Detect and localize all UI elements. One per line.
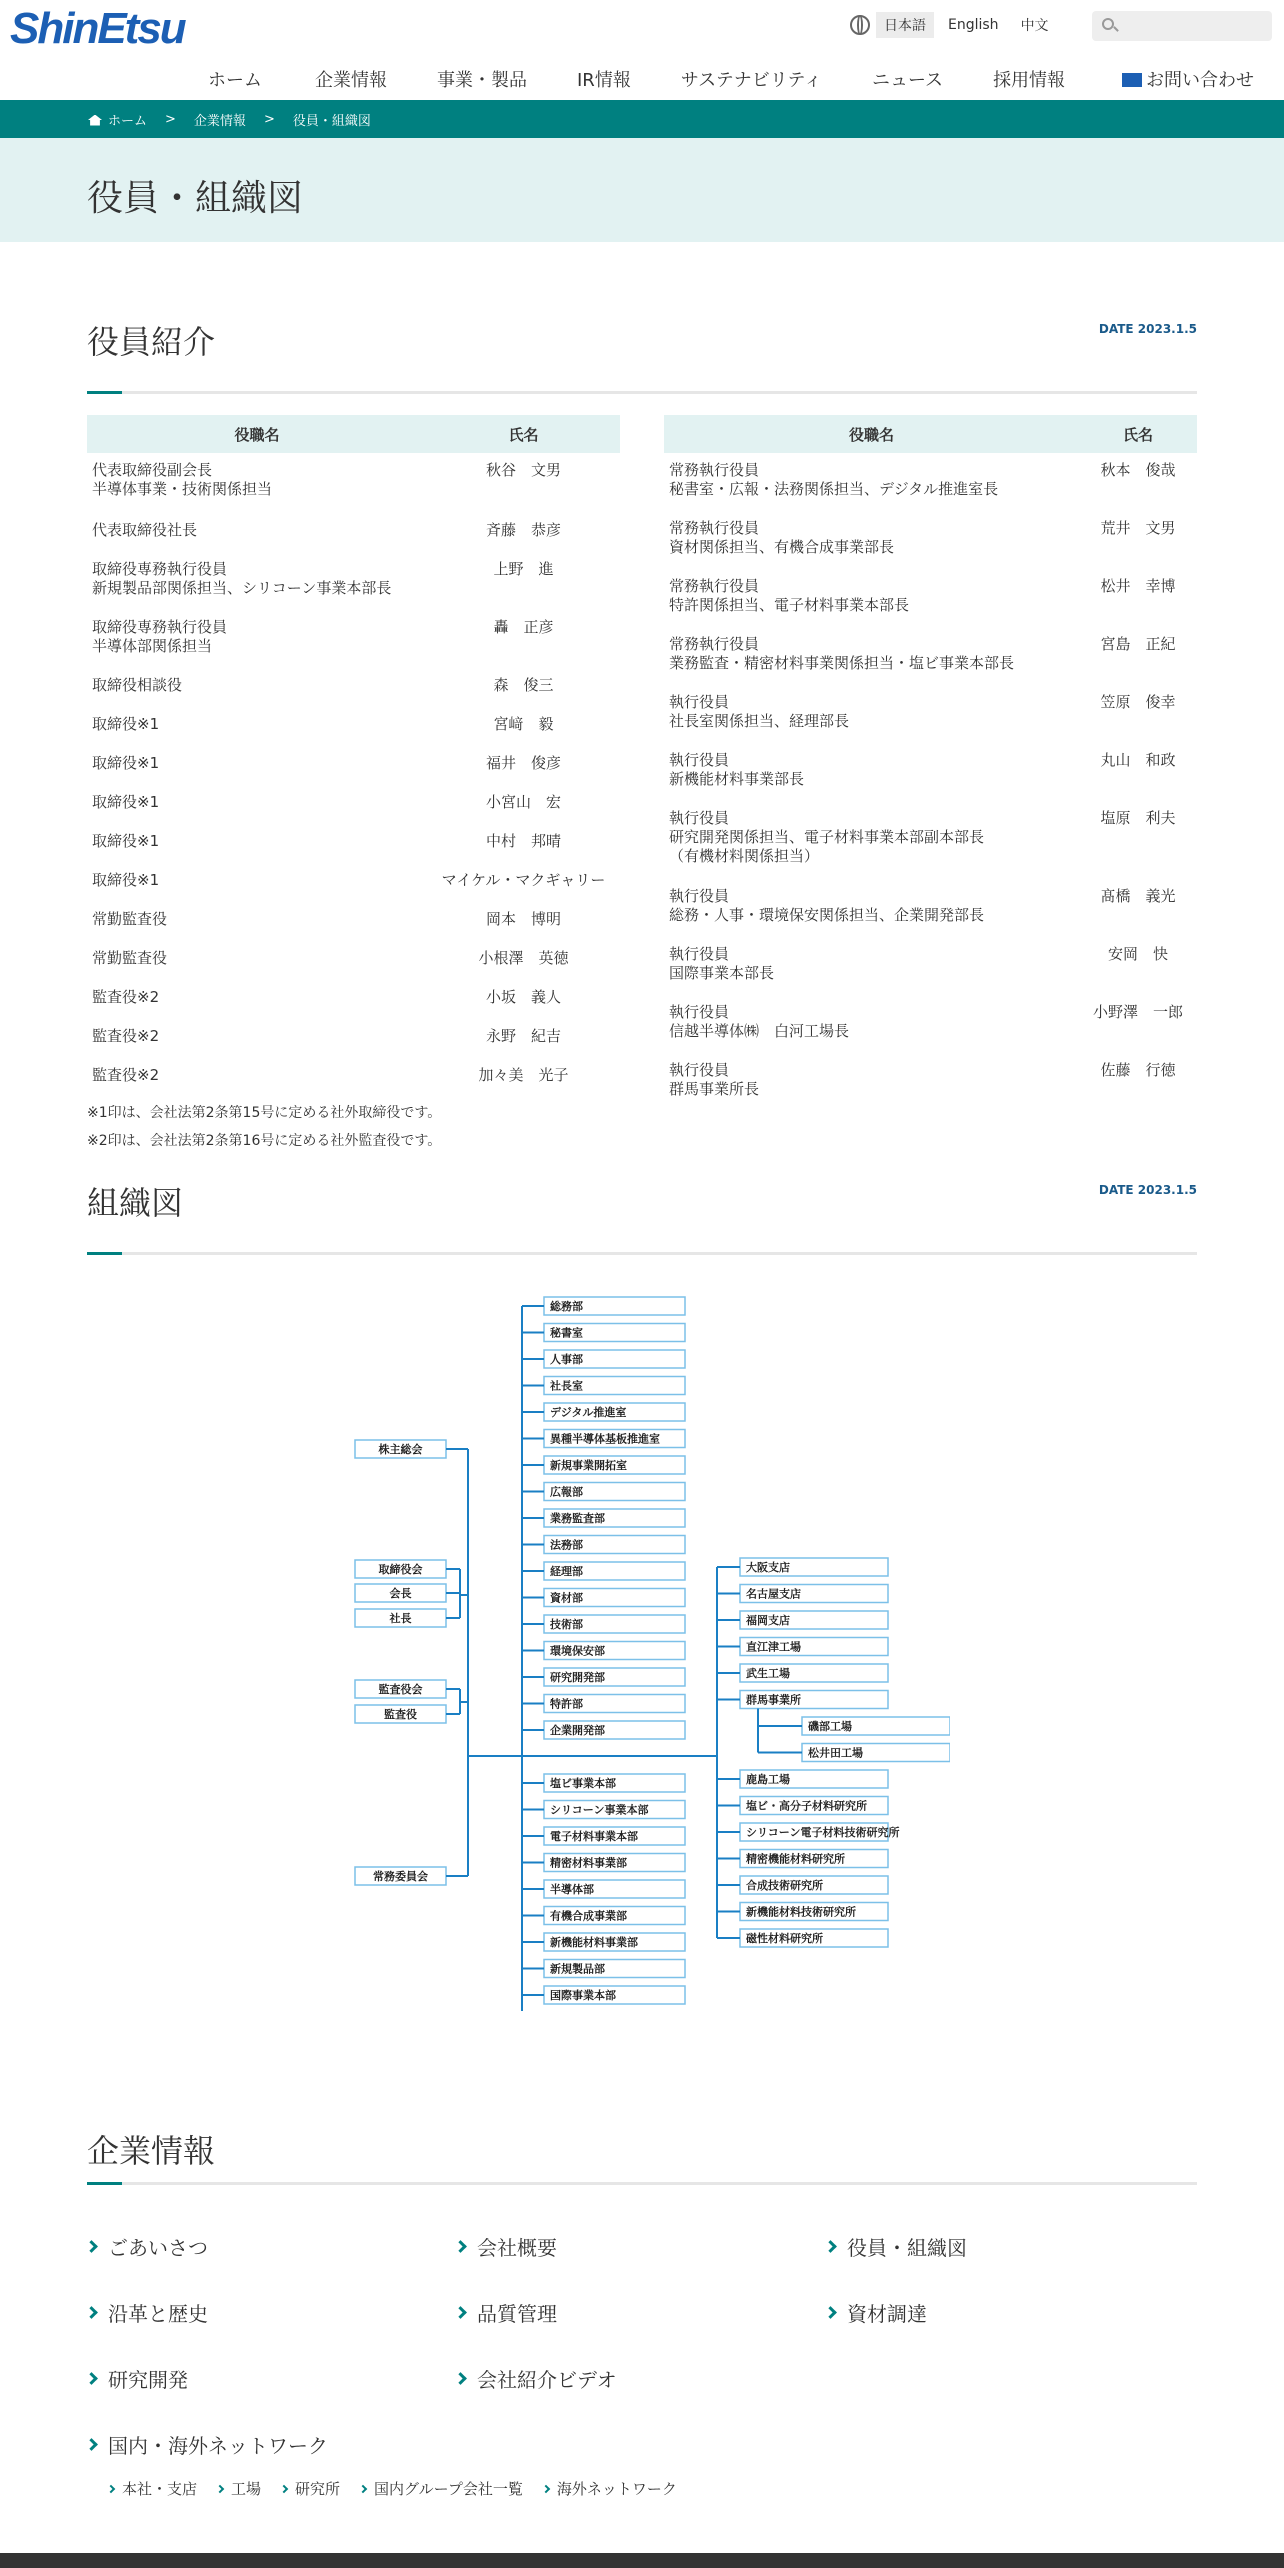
network-sublinks — [108, 2478, 697, 2499]
org-box-label: 福岡支店 — [746, 1614, 790, 1627]
company-logo[interactable]: ShinEtsu — [10, 4, 185, 53]
officer-name: 轟 正彦 — [493, 618, 554, 636]
role-line: 特許関係担当、電子材料事業本部長 — [669, 596, 910, 614]
officer-name: マイケル・マクギャリー — [441, 871, 606, 889]
officer-role — [664, 743, 1079, 801]
org-box-label: 研究開発部 — [550, 1671, 605, 1684]
officer-name: 斉藤 恭彦 — [485, 521, 561, 539]
officer-row — [664, 1053, 1197, 1111]
org-heading: 組織図 — [87, 1184, 184, 1222]
org-box — [544, 1509, 685, 1527]
breadcrumb-separator: > — [165, 111, 176, 127]
org-box — [544, 1695, 685, 1713]
officer-name: 森 俊三 — [493, 676, 554, 694]
org-box — [355, 1560, 446, 1578]
sublink[interactable]: 海外ネットワーク — [543, 2478, 677, 2499]
officer-role — [87, 552, 427, 610]
officer-name: 塩原 利夫 — [1100, 809, 1176, 827]
sublink[interactable]: 国内グループ会社一覧 — [360, 2478, 523, 2499]
role-line: 執行役員 — [669, 809, 730, 827]
org-box-label: 国際事業本部 — [550, 1989, 616, 2002]
org-box — [544, 1403, 685, 1421]
officers-table-left — [87, 415, 620, 1097]
org-box-label: 精密材料事業部 — [550, 1856, 627, 1870]
org-box-label: 社長 — [389, 1612, 412, 1625]
officer-row — [87, 610, 620, 668]
role-line: 取締役※1 — [92, 832, 160, 850]
officer-row — [664, 995, 1197, 1053]
org-box-label: 常務委員会 — [373, 1870, 428, 1883]
officer-role — [664, 453, 1079, 511]
org-box — [544, 1350, 685, 1368]
corp-link[interactable] — [87, 2430, 328, 2459]
org-box — [544, 1615, 685, 1633]
org-box-label: 技術部 — [550, 1618, 583, 1631]
sublink[interactable]: 本社・支店 — [108, 2478, 197, 2499]
role-line: 国際事業本部長 — [669, 964, 775, 982]
role-line: 社長室関係担当、経理部長 — [669, 712, 850, 730]
note-2: ※2印は、会社法第2条第16号に定める社外監査役です。 — [87, 1133, 442, 1149]
corp-link[interactable] — [456, 2298, 557, 2327]
chevron-right-icon — [85, 2240, 98, 2253]
officers-table-right — [664, 415, 1197, 1111]
nav-news[interactable]: ニュース — [871, 70, 944, 91]
org-box-label: 監査役会 — [378, 1683, 423, 1696]
officer-row — [87, 1019, 620, 1058]
col-role: 役職名 — [87, 415, 427, 453]
officer-row — [87, 941, 620, 980]
role-line: 執行役員 — [669, 693, 730, 711]
officer-row — [664, 801, 1197, 879]
role-line: 取締役※1 — [92, 871, 160, 889]
globe-icon — [850, 15, 870, 35]
role-line: 取締役※1 — [92, 793, 160, 811]
officer-role — [87, 610, 427, 668]
sublink[interactable]: 工場 — [217, 2478, 261, 2499]
org-box — [544, 1907, 685, 1925]
org-box-label: 電子材料事業本部 — [550, 1830, 638, 1843]
org-box — [740, 1929, 888, 1947]
org-box — [740, 1850, 888, 1868]
officer-name: 加々美 光子 — [478, 1066, 569, 1084]
org-box-label: 株主総会 — [378, 1443, 423, 1456]
page-title: 役員・組織図 — [87, 178, 304, 219]
officer-name: 丸山 和政 — [1100, 751, 1176, 769]
officer-role — [87, 513, 427, 552]
role-line: 群馬事業所長 — [669, 1080, 760, 1098]
org-box — [355, 1705, 446, 1723]
officer-row — [664, 569, 1197, 627]
officer-name: 小坂 義人 — [485, 988, 561, 1006]
org-box — [544, 1933, 685, 1951]
note-1: ※1印は、会社法第2条第15号に定める社外取締役です。 — [87, 1105, 442, 1121]
nav-contact[interactable] — [1122, 66, 1254, 92]
org-box-label: 人事部 — [550, 1353, 583, 1366]
corp-link-label: 役員・組織図 — [847, 2236, 967, 2260]
page-title-bar — [0, 138, 1284, 242]
org-box-label: デジタル推進室 — [550, 1406, 627, 1419]
org-box-label: 新機能材料事業部 — [550, 1936, 638, 1949]
corp-link-label: 国内・海外ネットワーク — [108, 2434, 328, 2458]
officer-role — [87, 1058, 427, 1097]
officer-name: 安岡 快 — [1107, 945, 1168, 963]
officer-row — [87, 863, 620, 902]
officer-role — [664, 1053, 1079, 1111]
role-line: 執行役員 — [669, 751, 730, 769]
org-box — [740, 1664, 888, 1682]
officer-name: 小宮山 宏 — [485, 793, 561, 811]
search-icon — [1102, 18, 1114, 30]
org-box-label: シリコーン電子材料技術研究所 — [746, 1826, 900, 1839]
officer-role — [87, 707, 427, 746]
officer-name: 福井 俊彦 — [485, 754, 561, 772]
officer-row — [664, 453, 1197, 511]
org-box-label: 武生工場 — [746, 1667, 790, 1680]
officer-role — [87, 1019, 427, 1058]
org-box-label: 精密機能材料研究所 — [746, 1852, 845, 1866]
org-box — [544, 1589, 685, 1607]
mail-icon — [1122, 73, 1142, 87]
footer — [0, 2553, 1284, 2568]
officer-role — [87, 785, 427, 824]
org-chart — [350, 1285, 950, 2025]
officer-role — [664, 801, 1079, 879]
section-rule — [87, 391, 1197, 394]
org-box — [544, 1668, 685, 1686]
officer-role — [87, 824, 427, 863]
chevron-right-icon — [454, 2372, 467, 2385]
officers-date: DATE 2023.1.5 — [1098, 322, 1197, 336]
role-line: 半導体部関係担当 — [92, 637, 213, 655]
officer-row — [87, 785, 620, 824]
org-box — [740, 1903, 888, 1921]
org-box — [740, 1585, 888, 1603]
officer-row — [87, 668, 620, 707]
officer-role — [664, 879, 1079, 937]
officer-name: 永野 紀吉 — [485, 1027, 561, 1045]
officer-name: 小根澤 英徳 — [478, 949, 569, 967]
org-box-label: 会長 — [389, 1587, 412, 1600]
role-line: 研究開発関係担当、電子材料事業本部副本部長 — [669, 828, 985, 846]
officer-role — [87, 863, 427, 902]
section-rule — [87, 2182, 1197, 2185]
officer-name: 秋本 俊哉 — [1100, 461, 1176, 479]
org-box — [544, 1721, 685, 1739]
org-box — [355, 1584, 446, 1602]
org-box — [355, 1867, 446, 1885]
officer-name: 宮﨑 毅 — [493, 715, 554, 733]
org-box — [355, 1680, 446, 1698]
chevron-right-icon — [85, 2306, 98, 2319]
officer-role — [664, 937, 1079, 995]
org-box — [740, 1770, 888, 1788]
nav-business[interactable]: 事業・製品 — [437, 70, 527, 91]
officer-row — [87, 453, 620, 513]
org-box-label: 経理部 — [550, 1565, 583, 1578]
org-box-label: シリコーン事業本部 — [550, 1803, 649, 1817]
org-box-label: 広報部 — [550, 1485, 583, 1499]
corp-link[interactable] — [87, 2364, 188, 2393]
role-line: 資材関係担当、有機合成事業部長 — [669, 538, 895, 556]
chevron-right-icon — [824, 2240, 837, 2253]
officer-role — [87, 902, 427, 941]
corp-link-label: 会社紹介ビデオ — [477, 2368, 617, 2392]
corp-link[interactable] — [456, 2232, 557, 2261]
role-line: 信越半導体㈱ 白河工場長 — [669, 1022, 850, 1040]
corp-link[interactable] — [826, 2298, 927, 2327]
global-nav — [205, 66, 1254, 92]
org-box — [544, 1854, 685, 1872]
officer-name: 荒井 文男 — [1100, 519, 1176, 537]
org-box — [544, 1297, 685, 1315]
officer-row — [87, 552, 620, 610]
nav-home[interactable]: ホーム — [208, 70, 262, 91]
section-rule — [87, 1252, 1197, 1255]
officer-row — [87, 902, 620, 941]
col-role: 役職名 — [664, 415, 1079, 453]
org-box-label: 塩ビ事業本部 — [550, 1777, 616, 1790]
officer-role — [664, 569, 1079, 627]
lang-ja[interactable]: 日本語 — [876, 12, 934, 38]
org-box-label: 社長室 — [550, 1379, 583, 1393]
officer-name: 佐藤 行徳 — [1100, 1061, 1176, 1079]
officer-role — [87, 453, 427, 513]
org-box — [802, 1744, 950, 1762]
officer-row — [87, 513, 620, 552]
chevron-right-icon — [454, 2240, 467, 2253]
org-box — [544, 1986, 685, 2004]
officer-role — [87, 668, 427, 707]
org-box — [544, 1642, 685, 1660]
org-box — [544, 1827, 685, 1845]
org-box — [544, 1483, 685, 1501]
role-line: 取締役相談役 — [92, 676, 183, 694]
officer-name: 岡本 博明 — [485, 910, 561, 928]
chevron-right-icon — [85, 2372, 98, 2385]
search-input[interactable] — [1092, 11, 1272, 41]
role-line: 常務執行役員 — [669, 519, 760, 537]
breadcrumb-current: 役員・組織図 — [292, 113, 371, 129]
org-box — [544, 1774, 685, 1792]
org-box-label: 新機能材料技術研究所 — [746, 1905, 856, 1919]
role-line: 代表取締役副会長 — [92, 461, 213, 479]
officer-role — [664, 627, 1079, 685]
chevron-right-icon — [824, 2306, 837, 2319]
org-box-label: 合成技術研究所 — [746, 1879, 823, 1892]
org-box — [740, 1691, 888, 1709]
org-box-label: 監査役 — [384, 1708, 417, 1721]
corp-link-label: 品質管理 — [477, 2302, 557, 2326]
org-box-label: 法務部 — [550, 1538, 583, 1552]
org-box-label: 鹿島工場 — [746, 1773, 790, 1786]
corp-link-label: 会社概要 — [477, 2236, 557, 2260]
role-line: 常勤監査役 — [92, 910, 168, 928]
nav-recruit[interactable]: 採用情報 — [993, 70, 1066, 91]
role-line: 監査役※2 — [92, 988, 160, 1006]
role-line: 総務・人事・環境保安関係担当、企業開発部長 — [669, 906, 985, 924]
org-box-label: 半導体部 — [550, 1883, 594, 1896]
org-box — [544, 1536, 685, 1554]
org-box — [544, 1960, 685, 1978]
officer-row — [87, 746, 620, 785]
officer-name: 秋谷 文男 — [485, 461, 561, 479]
role-line: 監査役※2 — [92, 1066, 160, 1084]
org-box-label: 異種半導体基板推進室 — [550, 1432, 660, 1446]
org-box — [802, 1717, 950, 1735]
org-box — [740, 1638, 888, 1656]
chevron-right-icon — [85, 2438, 98, 2451]
org-box — [544, 1456, 685, 1474]
corp-link[interactable] — [87, 2232, 208, 2261]
breadcrumb-home[interactable]: ホーム — [108, 113, 148, 129]
role-line: （有機材料関係担当） — [669, 847, 820, 865]
org-box-label: 新規事業開拓室 — [550, 1459, 627, 1472]
corp-link[interactable] — [87, 2298, 208, 2327]
role-line: 執行役員 — [669, 887, 730, 905]
org-box — [544, 1880, 685, 1898]
role-line: 常務執行役員 — [669, 635, 760, 653]
lang-zh[interactable]: 中文 — [1020, 18, 1049, 34]
officer-name: 上野 進 — [493, 560, 554, 578]
org-box — [544, 1801, 685, 1819]
corp-link-label: 資材調達 — [847, 2302, 927, 2326]
officer-row — [664, 879, 1197, 937]
role-line: 新規製品部関係担当、シリコーン事業本部長 — [92, 579, 392, 597]
col-name: 氏名 — [1079, 415, 1197, 453]
nav-contact-label: お問い合わせ — [1146, 70, 1255, 91]
role-line: 業務監査・精密材料事業関係担当・塩ビ事業本部長 — [669, 654, 1015, 672]
role-line: 執行役員 — [669, 945, 730, 963]
role-line: 秘書室・広報・法務関係担当、デジタル推進室長 — [669, 480, 999, 498]
col-name: 氏名 — [427, 415, 620, 453]
breadcrumb — [0, 100, 1284, 138]
org-box-label: 総務部 — [550, 1300, 583, 1313]
breadcrumb-separator: > — [263, 111, 275, 127]
nav-ir[interactable]: IR情報 — [577, 70, 631, 91]
org-box — [544, 1430, 685, 1448]
sublink[interactable]: 研究所 — [281, 2478, 340, 2499]
org-date: DATE 2023.1.5 — [1098, 1183, 1197, 1197]
role-line: 代表取締役社長 — [92, 521, 198, 539]
lang-en[interactable]: English — [948, 17, 999, 33]
corp-link[interactable] — [826, 2232, 967, 2261]
org-box-label: 群馬事業所 — [746, 1693, 801, 1707]
org-box-label: 名古屋支店 — [746, 1587, 801, 1601]
org-box — [544, 1324, 685, 1342]
officer-name: 宮島 正紀 — [1100, 635, 1176, 653]
officer-row — [664, 743, 1197, 801]
org-box — [740, 1797, 888, 1815]
role-line: 執行役員 — [669, 1003, 730, 1021]
role-line: 監査役※2 — [92, 1027, 160, 1045]
corp-link-label: ごあいさつ — [108, 2236, 208, 2260]
org-box-label: 秘書室 — [550, 1326, 583, 1340]
org-box-label: 松井田工場 — [808, 1746, 863, 1760]
org-box — [355, 1609, 446, 1627]
corp-heading: 企業情報 — [87, 2132, 216, 2170]
officer-name: 松井 幸博 — [1100, 577, 1176, 595]
role-line: 取締役※1 — [92, 754, 160, 772]
org-box-label: 取締役会 — [378, 1563, 423, 1576]
org-box — [740, 1823, 900, 1841]
officer-row — [664, 627, 1197, 685]
officer-role — [664, 995, 1079, 1053]
org-box — [740, 1876, 888, 1894]
officer-role — [87, 941, 427, 980]
officers-heading: 役員紹介 — [87, 323, 216, 361]
officer-row — [664, 937, 1197, 995]
org-box-label: 新規製品部 — [550, 1962, 605, 1976]
officer-row — [664, 685, 1197, 743]
officer-row — [87, 707, 620, 746]
org-box-label: 環境保安部 — [550, 1644, 605, 1658]
role-line: 常務執行役員 — [669, 577, 760, 595]
org-box-label: 特許部 — [550, 1697, 583, 1711]
role-line: 半導体事業・技術関係担当 — [92, 480, 273, 498]
org-box-label: 大阪支店 — [746, 1561, 790, 1574]
chevron-right-icon — [454, 2306, 467, 2319]
role-line: 常勤監査役 — [92, 949, 168, 967]
org-box-label: 塩ビ・高分子材料研究所 — [746, 1799, 867, 1813]
officer-name: 髙橋 義光 — [1100, 887, 1176, 905]
role-line: 常務執行役員 — [669, 461, 760, 479]
officer-row — [664, 511, 1197, 569]
language-switcher — [850, 12, 1057, 38]
role-line: 取締役※1 — [92, 715, 160, 733]
org-box — [355, 1440, 446, 1458]
nav-company[interactable]: 企業情報 — [315, 70, 387, 91]
officer-name: 笠原 俊幸 — [1100, 693, 1176, 711]
org-box-label: 業務監査部 — [550, 1512, 605, 1525]
officer-name: 小野澤 一郎 — [1092, 1003, 1183, 1021]
org-box — [544, 1562, 685, 1580]
org-box — [544, 1377, 685, 1395]
org-box-label: 磁性材料研究所 — [746, 1932, 823, 1945]
role-line: 執行役員 — [669, 1061, 730, 1079]
officer-role — [664, 511, 1079, 569]
org-box-label: 企業開発部 — [550, 1724, 605, 1737]
officer-row — [87, 824, 620, 863]
org-box — [740, 1558, 888, 1576]
breadcrumb-company[interactable]: 企業情報 — [193, 113, 246, 129]
officer-role — [87, 980, 427, 1019]
role-line: 新機能材料事業部長 — [669, 770, 805, 788]
officer-row — [87, 1058, 620, 1097]
officer-row — [87, 980, 620, 1019]
org-box-label: 資材部 — [550, 1591, 583, 1605]
org-box-label: 有機合成事業部 — [550, 1909, 627, 1923]
role-line: 取締役専務執行役員 — [92, 618, 228, 636]
corp-link-label: 研究開発 — [108, 2368, 188, 2392]
officer-role — [664, 685, 1079, 743]
nav-sustainability[interactable]: サステナビリティ — [680, 70, 822, 91]
org-box — [740, 1611, 888, 1629]
officer-role — [87, 746, 427, 785]
corp-link-label: 沿革と歴史 — [108, 2302, 208, 2326]
home-icon — [88, 115, 102, 126]
org-box-label: 磯部工場 — [808, 1720, 852, 1733]
corp-link[interactable] — [456, 2364, 617, 2393]
officer-name: 中村 邦晴 — [485, 832, 561, 850]
role-line: 取締役専務執行役員 — [92, 560, 228, 578]
org-box-label: 直江津工場 — [746, 1640, 801, 1654]
